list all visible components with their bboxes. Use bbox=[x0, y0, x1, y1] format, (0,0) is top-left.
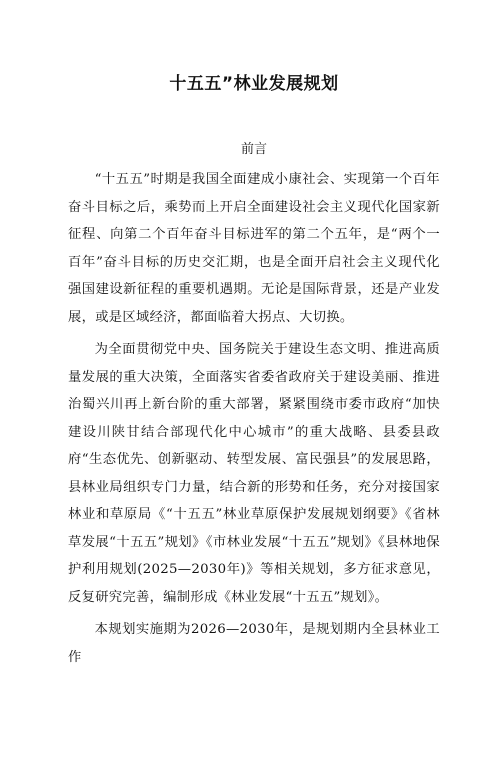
paragraph-2: 为全面贯彻党中央、国务院关于建设生态文明、推进高质量发展的重大决策，全面落实省委省政府关于建设美丽、推进治蜀兴川再上新台阶的重大部署，紧紧围绕市委市政府“加快建设川陕甘结合部现代化中心城市”的重大战略、县委县政府“生态优先、创新驱动、转型发展、富民强县”的发展思路，县林业局组织专门力量，结合新的形势和任务，充分对接国家林业和草原局《“十五五”林业草原保护发展规划纲要》《省林草发展“十五五”规划》《市林业发展“十五五”规划》《县林地保护利用规划(2025—2030年)》等相关规划，多方征求意见，反复研究完善，编制形成《林业发展“十五五”规划》。 bbox=[68, 342, 440, 605]
document-page bbox=[0, 72, 500, 779]
paragraph-3: 本规划实施期为2026—2030年，是规划期内全县林业工作 bbox=[68, 622, 440, 665]
document-title: 十五五”林业发展规划 bbox=[169, 74, 339, 94]
paragraph-1: “十五五”时期是我国全面建成小康社会、实现第一个百年奋斗目标之后，乘势而上开启全面建设社会主义现代化国家新征程、向第二个百年奋斗目标进军的第二个五年，是“两个一百年”奋斗目标的历史交汇期，也是全面开启社会主义现代化强国建设新征程的重要机遇期。无论是国际背景，还是产业发展，或是区域经济，都面临着大拐点、大切换。 bbox=[68, 172, 440, 325]
preface-heading: 前言 bbox=[240, 142, 267, 157]
